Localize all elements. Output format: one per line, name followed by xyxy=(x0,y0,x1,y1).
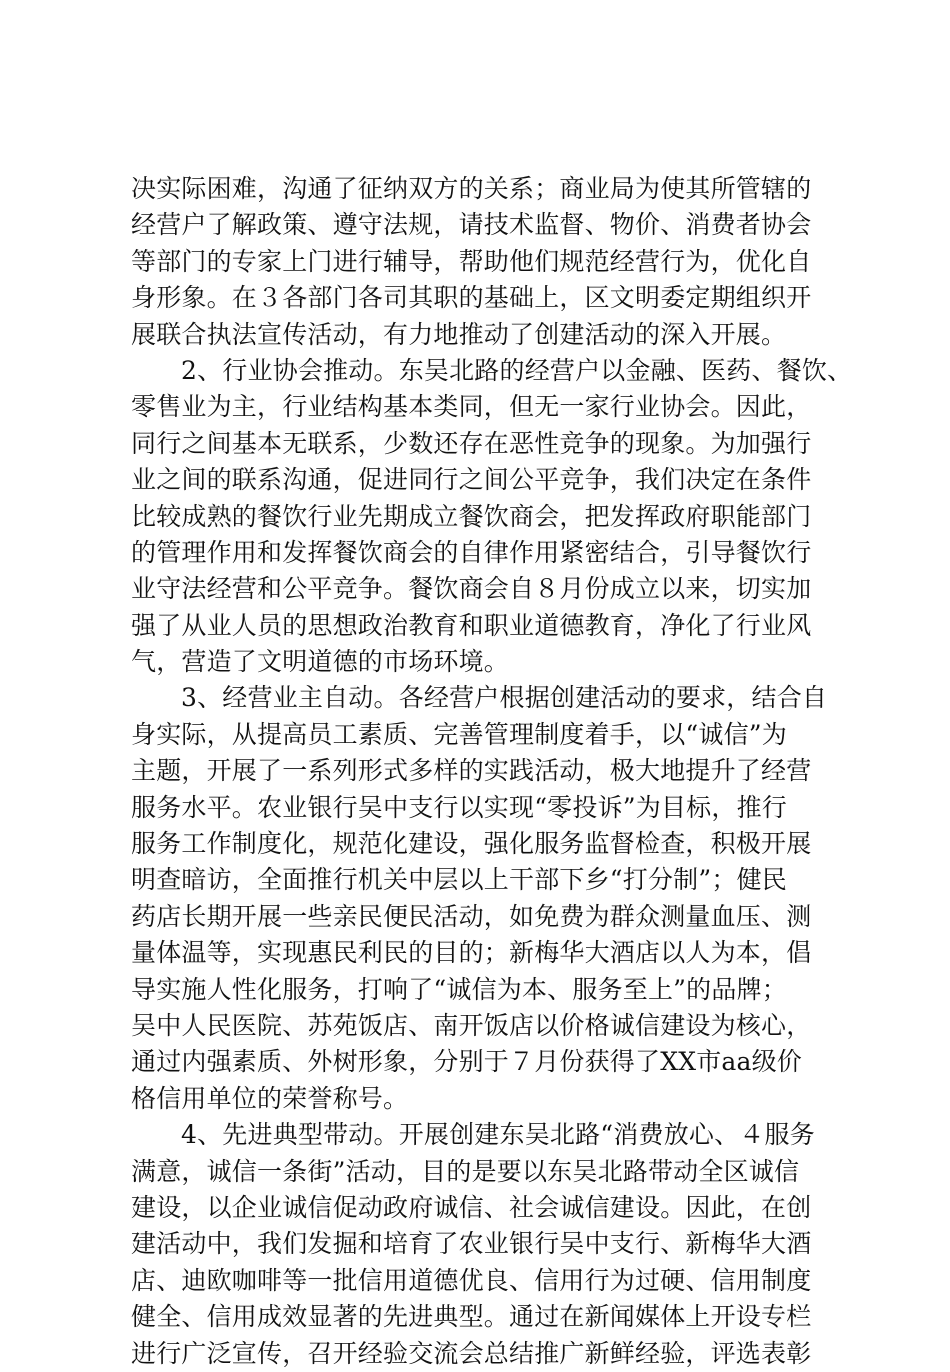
paragraph xyxy=(131,1117,831,1372)
text-line: 建设，以企业诚信促动政府诚信、社会诚信建设。因此，在创 xyxy=(131,1192,812,1222)
text-line: 健全、信用成效显著的先进典型。通过在新闻媒体上开设专栏 xyxy=(131,1302,812,1332)
text-line: 通过内强素质、外树形象，分别于７月份获得了XX市aa级价 xyxy=(131,1047,803,1077)
text-line: 导实施人性化服务，打响了“诚信为本、服务至上”的品牌； xyxy=(131,974,787,1004)
paragraph xyxy=(131,171,831,353)
text-line: 气，营造了文明道德的市场环境。 xyxy=(131,647,510,677)
text-line: 建活动中，我们发掘和培育了农业银行吴中支行、新梅华大酒 xyxy=(131,1229,812,1259)
paragraph xyxy=(131,680,831,1117)
text-line: 3、经营业主自动。各经营户根据创建活动的要求，结合自 xyxy=(181,683,828,713)
text-line: 格信用单位的荣誉称号。 xyxy=(131,1083,409,1113)
text-line: 同行之间基本无联系，少数还存在恶性竞争的现象。为加强行 xyxy=(131,428,812,458)
text-line: 业守法经营和公平竞争。餐饮商会自８月份成立以来，切实加 xyxy=(131,574,812,604)
text-line: 服务工作制度化，规范化建设，强化服务监督检查，积极开展 xyxy=(131,829,812,859)
text-line: 2、行业协会推动。东吴北路的经营户以金融、医药、餐饮、 xyxy=(181,355,853,385)
document-body xyxy=(131,171,853,1372)
text-line: 主题，开展了一系列形式多样的实践活动，极大地提升了经营 xyxy=(131,756,812,786)
text-line: 零售业为主，行业结构基本类同，但无一家行业协会。因此， xyxy=(131,392,812,422)
text-line: 满意，诚信一条街”活动，目的是要以东吴北路带动全区诚信 xyxy=(131,1156,800,1186)
text-line: 等部门的专家上门进行辅导，帮助他们规范经营行为，优化自 xyxy=(131,246,812,276)
text-line: 身形象。在３各部门各司其职的基础上，区文明委定期组织开 xyxy=(131,283,812,313)
text-line: 强了从业人员的思想政治教育和职业道德教育，净化了行业风 xyxy=(131,610,812,640)
text-line: 展联合执法宣传活动，有力地推动了创建活动的深入开展。 xyxy=(131,319,787,349)
text-line: 店、迪欧咖啡等一批信用道德优良、信用行为过硬、信用制度 xyxy=(131,1265,812,1295)
text-line: 决实际困难，沟通了征纳双方的关系；商业局为使其所管辖的 xyxy=(131,174,812,203)
text-line: 吴中人民医院、苏苑饭店、南开饭店以价格诚信建设为核心， xyxy=(131,1010,812,1040)
text-line: 身实际，从提高员工素质、完善管理制度着手，以“诚信”为 xyxy=(131,719,787,749)
text-line: 服务水平。农业银行吴中支行以实现“零投诉”为目标，推行 xyxy=(131,792,787,822)
paragraph xyxy=(131,353,853,681)
text-line: 经营户了解政策、遵守法规，请技术监督、物价、消费者协会 xyxy=(131,210,812,240)
text-line: 进行广泛宣传，召开经验交流会总结推广新鲜经验，评选表彰 xyxy=(131,1338,812,1368)
text-line: 业之间的联系沟通，促进同行之间公平竞争，我们决定在条件 xyxy=(131,465,812,495)
text-line: 明查暗访，全面推行机关中层以上干部下乡“打分制”；健民 xyxy=(131,865,787,895)
text-line: 量体温等，实现惠民利民的目的；新梅华大酒店以人为本，倡 xyxy=(131,938,812,968)
text-line: 药店长期开展一些亲民便民活动，如免费为群众测量血压、测 xyxy=(131,901,812,931)
text-line: 4、先进典型带动。开展创建东吴北路“消费放心、４服务 xyxy=(181,1120,815,1150)
text-line: 比较成熟的餐饮行业先期成立餐饮商会，把发挥政府职能部门 xyxy=(131,501,812,531)
text-line: 的管理作用和发挥餐饮商会的自律作用紧密结合，引导餐饮行 xyxy=(131,537,812,567)
